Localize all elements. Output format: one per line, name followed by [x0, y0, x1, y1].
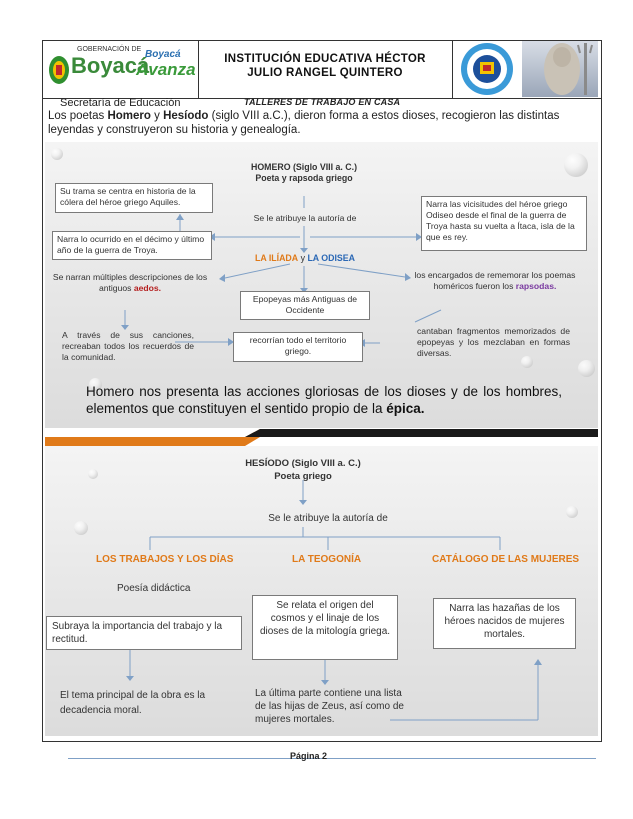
page-number: Página 2 [290, 751, 328, 761]
encargados-text: los encargados de rememorar los poemas homéricos fueron los rapsodas. [414, 270, 576, 291]
epopeyas-box: Epopeyas más Antiguas de Occidente [240, 291, 370, 320]
poesia-didactica: Poesía didáctica [117, 583, 191, 594]
epica-quote: Homero nos presenta las acciones gloriosas de los dioses y de los hombres, elementos que constituyen el sentido propio de la épica. [86, 384, 562, 416]
teogonia-heading: LA TEOGONÍA [292, 554, 362, 565]
secretaria-label: Secretaría de Educación [60, 97, 181, 109]
hazanas-box: Narra las hazañas de los héroes nacidos de mujeres mortales. [433, 598, 576, 649]
footer-line [68, 758, 596, 759]
subraya-box: Subraya la importancia del trabajo y la rectitud. [46, 616, 242, 650]
canciones-text: A través de sus canciones, recreaban todos los recuerdos de la comunidad. [62, 330, 194, 362]
homero-obras: LA ILÍADA y LA ODISEA [254, 253, 356, 263]
cantaban-text: cantaban fragmentos memorizados de epopeyas y los mezclaban en formas diversas. [417, 326, 570, 358]
hesiodo-title: HESÍODO (Siglo VIII a. C.) Poeta griego [245, 458, 361, 482]
intro-paragraph: Los poetas Homero y Hesíodo (siglo VIII a.C.), dieron forma a estos dioses, recogieron las distintas leyendas y construyeron su historia y genealogía. [48, 110, 560, 136]
homero-autoria: Se le atribuye la autoría de [253, 213, 357, 223]
gobernacion-boyaca-logo: GOBERNACIÓN DE Boyacá Boyacá Avanza [45, 43, 195, 98]
tema-text: El tema principal de la obra es la decadencia moral. [60, 690, 206, 716]
trama-box: Su trama se centra en historia de la cólera del héroe griego Aquiles. [55, 183, 213, 213]
ultima-text: La última parte contiene una lista de las hijas de Zeus, así como de mujeres mortales. [255, 688, 404, 725]
relata-box: Se relata el origen del cosmos y el linaje de los dioses de la mitología griega. [252, 595, 398, 660]
institution-title: INSTITUCIÓN EDUCATIVA HÉCTOR JULIO RANGEL QUINTERO [224, 53, 426, 79]
catalogo-heading: CATÁLOGO DE LAS MUJERES [432, 554, 580, 565]
narra-odisea-box: Narra las vicisitudes del héroe griego Odiseo desde el final de la guerra de Troya hasta su vuelta a Ítaca, isla de la que es rey. [421, 196, 587, 251]
narra-iliada-box: Narra lo ocurrido en el décimo y último año de la guerra de Troya. [52, 231, 212, 260]
hesiodo-autoria: Se le atribuye la autoría de [268, 513, 388, 524]
homero-title: HOMERO (Siglo VIII a. C.) Poeta y rapsoda griego [250, 162, 358, 183]
talleres-label: TALLERES DE TRABAJO EN CASA [244, 97, 401, 107]
trabajos-dias-heading: LOS TRABAJOS Y LOS DÍAS [96, 554, 234, 565]
multiples-text: Se narran múltiples descripciones de los antiguos aedos. [52, 272, 208, 293]
recorrian-box: recorrían todo el territorio griego. [233, 332, 363, 362]
